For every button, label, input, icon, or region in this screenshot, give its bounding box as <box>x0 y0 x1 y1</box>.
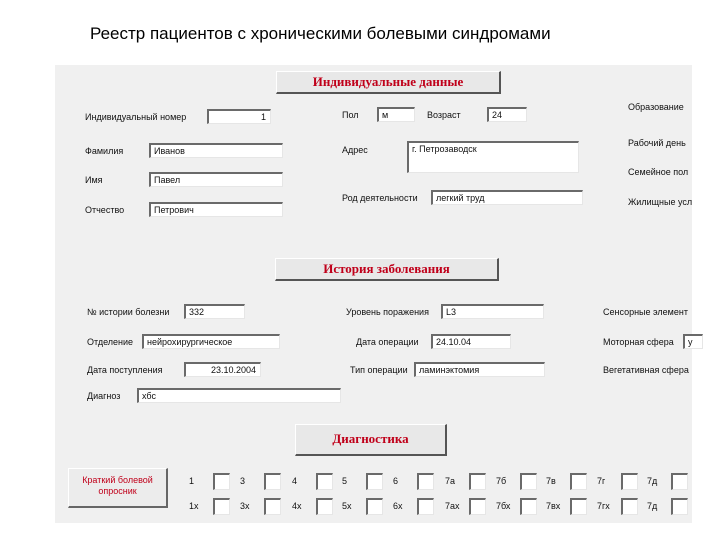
diagnostic-checkbox[interactable] <box>671 498 688 515</box>
section-diagnostics-header[interactable]: Диагностика <box>295 424 447 456</box>
age-field[interactable]: 24 <box>487 107 527 122</box>
diagnostic-item-label: 7д <box>647 476 658 486</box>
diagnostic-item-label: 7д <box>647 501 658 511</box>
diagnostic-item-label: 7б <box>496 476 507 486</box>
diagnostic-checkbox[interactable] <box>570 498 587 515</box>
diagnostic-checkbox[interactable] <box>316 498 333 515</box>
diagnostic-item-label: 7бх <box>496 501 511 511</box>
diagnostic-item-label: 7ах <box>445 501 460 511</box>
diagnostic-checkbox[interactable] <box>213 498 230 515</box>
diagnostic-item-label: 7г <box>597 476 606 486</box>
id-label: Индивидуальный номер <box>85 112 187 122</box>
operation-date-label: Дата операции <box>356 337 419 347</box>
diagnostic-item-label: 1х <box>189 501 199 511</box>
sex-label: Пол <box>342 110 359 120</box>
address-field[interactable]: г. Петрозаводск <box>407 141 579 173</box>
motor-field[interactable]: у <box>683 334 703 349</box>
operation-type-label: Тип операции <box>350 365 408 375</box>
diagnostic-checkbox[interactable] <box>264 498 281 515</box>
diagnostic-checkbox[interactable] <box>366 498 383 515</box>
admission-date-label: Дата поступления <box>87 365 163 375</box>
diagnostic-checkbox[interactable] <box>213 473 230 490</box>
diagnostic-checkbox[interactable] <box>417 473 434 490</box>
diagnostic-checkbox[interactable] <box>417 498 434 515</box>
occupation-label: Род деятельности <box>342 193 418 203</box>
housing-label: Жилищные усл <box>628 197 693 207</box>
diagnostic-item-label: 5х <box>342 501 352 511</box>
diagnostic-item-label: 3х <box>240 501 250 511</box>
operation-type-field[interactable]: ламинэктомия <box>414 362 545 377</box>
diagnostic-checkbox[interactable] <box>621 473 638 490</box>
diagnostic-item-label: 1 <box>189 476 195 486</box>
address-label: Адрес <box>342 145 368 155</box>
diagnostic-checkbox[interactable] <box>671 473 688 490</box>
diagnostic-checkbox[interactable] <box>520 473 537 490</box>
diagnostic-item-label: 7гх <box>597 501 610 511</box>
diagnostic-item-label: 7в <box>546 476 556 486</box>
department-label: Отделение <box>87 337 134 347</box>
diagnosis-label: Диагноз <box>87 391 121 401</box>
name-field[interactable]: Павел <box>149 172 283 187</box>
admission-date-field[interactable]: 23.10.2004 <box>184 362 261 377</box>
diagnostic-checkbox[interactable] <box>570 473 587 490</box>
education-label: Образование <box>628 102 684 112</box>
section-individual-header[interactable]: Индивидуальные данные <box>276 71 501 94</box>
diagnostic-item-label: 7а <box>445 476 456 486</box>
motor-label: Моторная сфера <box>603 337 674 347</box>
diagnostic-item-label: 4 <box>292 476 298 486</box>
diagnostic-item-label: 6 <box>393 476 399 486</box>
diagnostic-checkbox[interactable] <box>316 473 333 490</box>
patronymic-field[interactable]: Петрович <box>149 202 283 217</box>
diagnosis-field[interactable]: хбс <box>137 388 341 403</box>
diagnostic-item-label: 5 <box>342 476 348 486</box>
case-number-field[interactable]: 332 <box>184 304 245 319</box>
diagnostic-checkbox[interactable] <box>469 498 486 515</box>
surname-field[interactable]: Иванов <box>149 143 283 158</box>
sensory-label: Сенсорные элемент <box>603 307 688 317</box>
occupation-field[interactable]: легкий труд <box>431 190 583 205</box>
lesion-level-field[interactable]: L3 <box>441 304 544 319</box>
diagnostic-checkbox[interactable] <box>520 498 537 515</box>
id-field[interactable]: 1 <box>207 109 271 124</box>
lesion-level-label: Уровень поражения <box>346 307 429 317</box>
slide-title: Реестр пациентов с хроническими болевыми синдромами <box>90 24 551 43</box>
section-history-header[interactable]: История заболевания <box>275 258 499 281</box>
case-number-label: № истории болезни <box>87 307 170 317</box>
department-field[interactable]: нейрохирургическое <box>142 334 280 349</box>
family-label: Семейное пол <box>628 167 689 177</box>
surname-label: Фамилия <box>85 146 124 156</box>
diagnostic-checkbox[interactable] <box>469 473 486 490</box>
diagnostic-checkbox[interactable] <box>621 498 638 515</box>
diagnostic-item-label: 7вх <box>546 501 561 511</box>
vegetative-label: Вегетативная сфера <box>603 365 689 375</box>
age-label: Возраст <box>427 110 461 120</box>
operation-date-field[interactable]: 24.10.04 <box>431 334 511 349</box>
name-label: Имя <box>85 175 103 185</box>
diagnostic-checkbox[interactable] <box>366 473 383 490</box>
sex-field[interactable]: м <box>377 107 415 122</box>
patronymic-label: Отчество <box>85 205 125 215</box>
workday-label: Рабочий день <box>628 138 686 148</box>
diagnostic-item-label: 3 <box>240 476 246 486</box>
pain-questionnaire-button[interactable]: Краткий болевой опросник <box>68 468 168 508</box>
diagnostic-item-label: 6х <box>393 501 403 511</box>
patient-form <box>55 65 692 523</box>
diagnostic-item-label: 4х <box>292 501 302 511</box>
diagnostic-checkbox[interactable] <box>264 473 281 490</box>
